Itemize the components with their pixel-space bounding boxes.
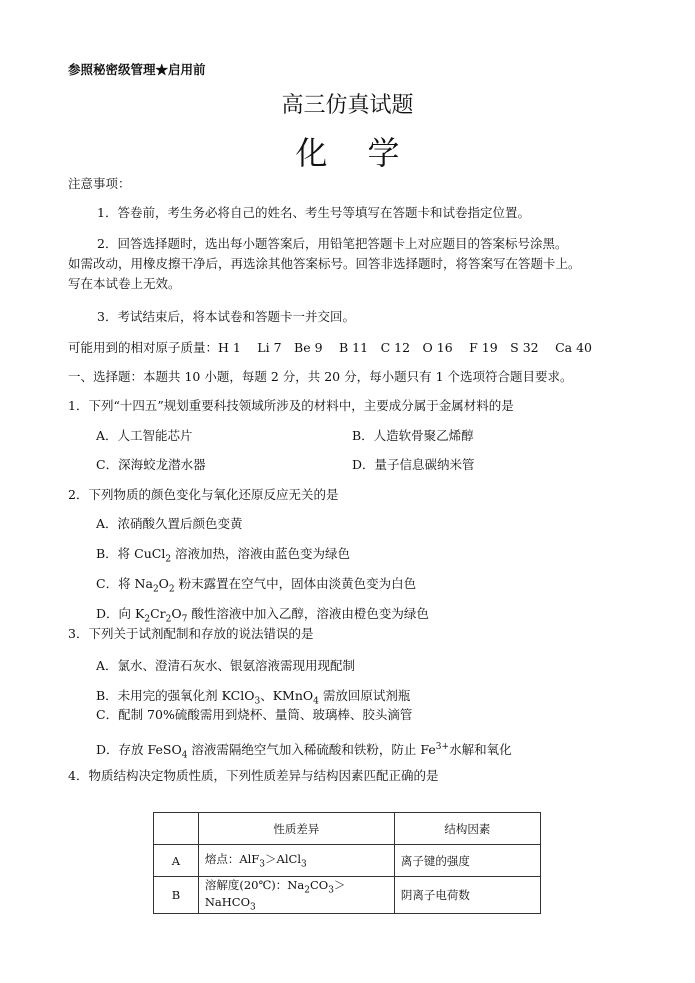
notice-heading: 注意事项： bbox=[68, 176, 131, 191]
question-2-stem: 2．下列物质的颜色变化与氧化还原反应无关的是 bbox=[68, 487, 339, 502]
table-row-factor: 离子键的强度 bbox=[394, 845, 540, 877]
notice-item-2-end: 写在本试卷上无效。 bbox=[68, 276, 181, 291]
table-header-blank bbox=[154, 813, 199, 845]
notice-item-1: 1．答卷前，考生务必将自己的姓名、考生号等填写在答题卡和试卷指定位置。 bbox=[97, 205, 530, 220]
confidentiality-header: 参照秘密级管理★启用前 bbox=[68, 62, 206, 77]
question-1-stem: 1．下列“十四五”规划重要科技领域所涉及的材料中，主要成分属于金属材料的是 bbox=[68, 398, 514, 413]
question-1-option-c: C．深海蛟龙潜水器 bbox=[96, 457, 206, 472]
question-1-option-d: D．量子信息碳纳米管 bbox=[352, 457, 475, 472]
table-row bbox=[154, 845, 541, 877]
table-row-property: 溶解度(20℃)：$Na_2CO_3>NaHCO_3$ bbox=[198, 877, 394, 914]
table-header-row bbox=[154, 813, 541, 845]
exam-title: 高三仿真试题 bbox=[281, 93, 414, 118]
table-row-label: B bbox=[154, 877, 199, 914]
table-header-property: 性质差异 bbox=[198, 813, 394, 845]
subject-title: 化学 bbox=[295, 134, 440, 172]
notice-item-3: 3．考试结束后，将本试卷和答题卡一并交回。 bbox=[97, 309, 355, 324]
question-3-option-a: A．氯水、澄清石灰水、银氨溶液需现用现配制 bbox=[96, 658, 356, 673]
question-3-option-c: C．配制 70%硫酸需用到烧杯、量筒、玻璃棒、胶头滴管 bbox=[96, 707, 413, 722]
table-row-property: 熔点：AlF$_3$＞AlCl$_3$ bbox=[198, 845, 394, 877]
table-row-factor: 阴离子电荷数 bbox=[394, 877, 540, 914]
notice-item-2: 2．回答选择题时，选出每小题答案后，用铅笔把答题卡上对应题目的答案标号涂黑。 bbox=[97, 236, 568, 251]
question-3-stem: 3．下列关于试剂配制和存放的说法错误的是 bbox=[68, 626, 314, 641]
question-2-option-c: C．将 $Na_2O_2$ 粉末露置在空气中，固体由淡黄色变为白色 bbox=[96, 576, 417, 595]
atomic-masses: 可能用到的相对原子质量：H 1 Li 7 Be 9 B 11 C 12 O 16 F 19 S 32 Ca 40 bbox=[68, 340, 592, 355]
question-1-option-a: A．人工智能芯片 bbox=[96, 428, 193, 443]
question-3-option-b: B．未用完的强氧化剂 KClO$_3$、KMnO$_4$ 需放回原试剂瓶 bbox=[96, 688, 411, 707]
question-3-option-d: D．存放 FeSO$_4$ 溶液需隔绝空气加入稀硫酸和铁粉，防止 $Fe^{3+}$水解和氧化 bbox=[96, 742, 512, 761]
notice-item-2-cont: 如需改动，用橡皮擦干净后，再选涂其他答案标号。回答非选择题时，将答案写在答题卡上。 bbox=[68, 256, 581, 271]
section-heading: 一、选择题：本题共 10 小题，每题 2 分，共 20 分，每小题只有 1 个选项符合题目要求。 bbox=[68, 369, 573, 384]
question-2-option-a: A．浓硝酸久置后颜色变黄 bbox=[96, 516, 243, 531]
question-1-option-b: B．人造软骨聚乙烯醇 bbox=[352, 428, 474, 443]
question-4-stem: 4．物质结构决定物质性质，下列性质差异与结构因素匹配正确的是 bbox=[68, 768, 439, 783]
question-2-option-b: B．将 CuCl$_2$ 溶液加热，溶液由蓝色变为绿色 bbox=[96, 546, 351, 565]
table-row-label: A bbox=[154, 845, 199, 877]
question-2-option-d: D．向 $K_2Cr_2O_7$ 酸性溶液中加入乙醇，溶液由橙色变为绿色 bbox=[96, 606, 429, 625]
structure-property-table bbox=[153, 812, 541, 914]
table-row bbox=[154, 877, 541, 914]
table-header-factor: 结构因素 bbox=[394, 813, 540, 845]
